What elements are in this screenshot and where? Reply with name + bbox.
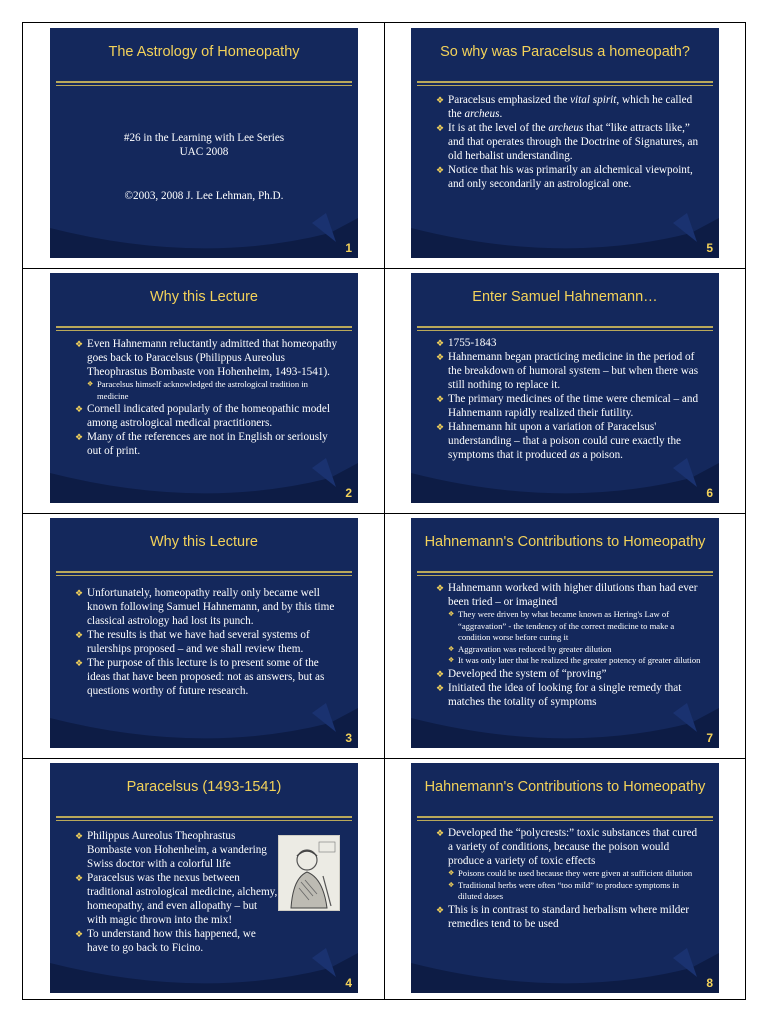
copyright-line: ©2003, 2008 J. Lee Lehman, Ph.D.: [124, 190, 284, 202]
title-rule: [417, 571, 713, 577]
bullet-item: ❖ Paracelsus was the nexus between traditional astrological medicine, alchemy, homeopathy, and even allopathy – but with magic thrown into the mix!: [75, 872, 278, 926]
bullet-item: ❖ This is in contrast to standard herbalism where milder remedies tend to be used: [436, 903, 690, 930]
bullet-item: ❖ Even Hahnemann reluctantly admitted that homeopathy goes back to Paracelsus (Philippus Aureolus Theophrastus Bombaste von Hohenheim, 1493-1541).: [75, 338, 338, 378]
title-rule: [56, 326, 352, 332]
diamond-bullet-icon: ❖: [75, 339, 84, 349]
slide-number: 7: [706, 731, 713, 745]
sub-bullet-item: ❖ They were driven by what became known as Hering's Law of “aggravation” - the tendency of the correct medicine to make a condition worse before curing it: [448, 609, 675, 642]
bullet-item: ❖ Many of the references are not in English or seriously out of print.: [75, 431, 328, 457]
slide-number: 8: [706, 976, 713, 990]
slide-title: Paracelsus (1493-1541): [126, 779, 282, 796]
slide-body: [436, 93, 701, 191]
slide-number: 5: [706, 241, 713, 255]
bullet-item: ❖ Developed the system of “proving”: [436, 667, 607, 680]
slide-2: [50, 273, 358, 503]
slide-3: [50, 518, 358, 748]
sub-bullet-item: ❖ It was only later that he realized the greater potency of greater dilution: [448, 655, 701, 665]
diamond-bullet-icon: ❖: [87, 380, 94, 388]
diamond-bullet-icon: ❖: [436, 904, 445, 915]
sub-bullet-item: ❖ Traditional herbs were often “too mild” to produce symptoms in diluted doses: [448, 879, 679, 901]
row-divider: [23, 268, 745, 269]
paracelsus-portrait: [278, 835, 340, 911]
slide-number: 1: [345, 241, 352, 255]
diamond-bullet-icon: ❖: [448, 869, 455, 877]
diamond-bullet-icon: ❖: [436, 682, 445, 693]
bullet-item: ❖ Hahnemann hit upon a variation of Paracelsus' understanding – that a poison could cure exactly the symptoms that it produced as a poison.: [436, 421, 682, 461]
slide-number: 3: [345, 731, 352, 745]
bullet-item: ❖ Paracelsus emphasized the vital spirit, which he called the archeus.: [436, 94, 693, 120]
diamond-bullet-icon: ❖: [436, 828, 445, 838]
slide-title: Enter Samuel Hahnemann…: [472, 289, 658, 306]
diamond-bullet-icon: ❖: [448, 610, 455, 618]
bullet-item: ❖ Hahnemann began practicing medicine in the period of the breakdown of humoral system – but when there was still nothing to replace it.: [436, 351, 699, 391]
sub-bullet-item: ❖ Paracelsus himself acknowledged the astrological tradition in medicine: [87, 379, 308, 401]
slide-body: [75, 586, 340, 698]
slide-8: [411, 763, 719, 993]
bullet-item: ❖ Initiated the idea of looking for a single remedy that matches the totality of symptoms: [436, 681, 682, 708]
row-divider: [23, 758, 745, 759]
title-rule: [56, 81, 352, 87]
bullet-item: ❖ Developed the “polycrests:” toxic substances that cured a variety of conditions, because the poison would produce a variety of toxic effects: [436, 827, 698, 867]
title-rule: [417, 81, 713, 87]
slide-title: Why this Lecture: [150, 289, 258, 306]
bullet-item: ❖ To understand how this happened, we have to go back to Ficino.: [75, 928, 256, 954]
diamond-bullet-icon: ❖: [75, 404, 84, 414]
bullet-item: ❖ Notice that his was primarily an alchemical viewpoint, and only secondarily an astrological one.: [436, 164, 693, 190]
diamond-bullet-icon: ❖: [436, 583, 445, 593]
slide-body: [436, 336, 701, 462]
diamond-bullet-icon: ❖: [448, 644, 455, 653]
bullet-item: ❖ The purpose of this lecture is to present some of the ideas that have been proposed: not as answers, but as questions worthy of future research.: [75, 657, 325, 697]
diamond-bullet-icon: ❖: [75, 432, 84, 442]
diamond-bullet-icon: ❖: [75, 588, 84, 598]
slide-body: [75, 829, 278, 955]
diamond-bullet-icon: ❖: [436, 668, 445, 679]
sub-bullet-item: ❖ Poisons could be used because they were given at sufficient dilution: [448, 868, 693, 878]
bullet-item: ❖ The primary medicines of the time were chemical – and Hahnemann rapidly realized their futility.: [436, 393, 699, 419]
bullet-item: ❖ Philippus Aureolus Theophrastus Bombaste von Hohenheim, a wandering Swiss doctor with a colorful life: [75, 830, 267, 870]
title-rule: [56, 571, 352, 577]
diamond-bullet-icon: ❖: [436, 394, 445, 404]
diamond-bullet-icon: ❖: [75, 831, 84, 841]
bullet-item: ❖ 1755-1843: [436, 337, 497, 349]
diamond-bullet-icon: ❖: [436, 123, 445, 133]
column-divider: [384, 23, 385, 999]
diamond-bullet-icon: ❖: [75, 630, 84, 640]
diamond-bullet-icon: ❖: [436, 422, 445, 432]
slide-title: Why this Lecture: [150, 534, 258, 551]
row-divider: [23, 513, 745, 514]
diamond-bullet-icon: ❖: [436, 338, 445, 348]
bullet-item: ❖ Hahnemann worked with higher dilutions than had ever been tried – or imagined: [436, 582, 698, 608]
slide-4: [50, 763, 358, 993]
diamond-bullet-icon: ❖: [75, 929, 84, 939]
bullet-item: ❖ The results is that we have had several systems of rulerships proposed – and we shall review them.: [75, 629, 310, 655]
title-rule: [417, 816, 713, 822]
subtitle-line: #26 in the Learning with Lee Series: [123, 132, 285, 144]
subtitle-line: UAC 2008: [179, 146, 229, 158]
slide-title: Hahnemann's Contributions to Homeopathy: [424, 534, 706, 551]
diamond-bullet-icon: ❖: [75, 873, 84, 883]
slide-title: Hahnemann's Contributions to Homeopathy: [424, 779, 706, 796]
diamond-bullet-icon: ❖: [436, 95, 445, 105]
title-rule: [56, 816, 352, 822]
slide-title: The Astrology of Homeopathy: [108, 44, 300, 61]
slide-title: So why was Paracelsus a homeopath?: [440, 44, 690, 61]
slide-body: [75, 337, 340, 458]
slide-1: [50, 28, 358, 258]
slide-number: 6: [706, 486, 713, 500]
sub-bullet-item: ❖ Aggravation was reduced by greater dilution: [448, 643, 612, 654]
slide-5: [411, 28, 719, 258]
slide-number: 4: [345, 976, 352, 990]
bullet-item: ❖ Unfortunately, homeopathy really only became well known following Samuel Hahnemann, and by this time classical astrology had lost its punch.: [75, 587, 335, 627]
diamond-bullet-icon: ❖: [436, 352, 445, 362]
bullet-item: ❖ It is at the level of the archeus that “like attracts like,” and that operates through the Doctrine of Signatures, an old herbalist understanding.: [436, 122, 699, 162]
slide-body: [436, 581, 701, 709]
slide-7: [411, 518, 719, 748]
diamond-bullet-icon: ❖: [448, 880, 455, 889]
bullet-item: ❖ Cornell indicated popularly of the homeopathic model among astrological medical practitioners.: [75, 403, 330, 429]
diamond-bullet-icon: ❖: [75, 658, 84, 668]
slide-number: 2: [345, 486, 352, 500]
title-rule: [417, 326, 713, 332]
slide-body: [436, 826, 701, 931]
diamond-bullet-icon: ❖: [436, 165, 445, 175]
portrait-engraving-icon: [279, 836, 339, 910]
diamond-bullet-icon: ❖: [448, 656, 455, 664]
slide-6: [411, 273, 719, 503]
